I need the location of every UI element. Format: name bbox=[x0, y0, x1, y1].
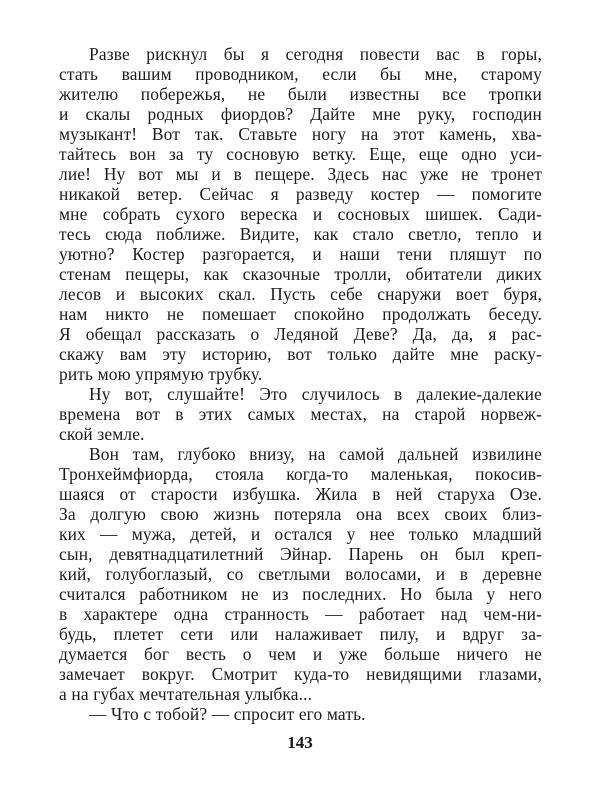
text-line: тесь сюда поближе. Видите, как стало светло, тепло и bbox=[59, 224, 542, 244]
text-line: и скалы родных фиордов? Дайте мне руку, господин bbox=[59, 104, 542, 124]
text-line: рить мою упрямую трубку. bbox=[59, 364, 263, 384]
text-line: Разве рискнул бы я сегодня повести вас в горы, bbox=[89, 44, 542, 64]
text-line: думается бог весть о чем и уже больше ничего не bbox=[59, 644, 542, 664]
text-line: Вон там, глубоко внизу, на самой дальней извилине bbox=[89, 444, 542, 464]
text-line: мне собрать сухого вереска и сосновых шишек. Сади- bbox=[59, 204, 542, 224]
text-line: тайтесь вон за ту сосновую ветку. Еще, еще одно уси- bbox=[59, 144, 542, 164]
text-line: стенам пещеры, как сказочные тролли, обитатели диких bbox=[59, 264, 542, 284]
paragraph bbox=[59, 704, 542, 724]
text-line: кий, голубоглазый, со светлыми волосами, и в деревне bbox=[59, 564, 542, 584]
text-line: а на губах мечтательная улыбка... bbox=[59, 684, 313, 704]
text-line: Тронхеймфиорда, стояла когда-то маленькая, покосив- bbox=[59, 464, 542, 484]
text-line: ких — мужа, детей, и остался у нее только младший bbox=[59, 524, 542, 544]
text-line: уютно? Костер разгорается, и наши тени пляшут по bbox=[59, 244, 542, 264]
page-number: 143 bbox=[287, 733, 313, 752]
text-line: лесов и высоких скал. Пусть себе снаружи воет буря, bbox=[59, 284, 542, 304]
text-line: стать вашим проводником, если бы мне, старому bbox=[59, 64, 542, 84]
text-line: в характере одна странность — работает над чем-ни- bbox=[59, 604, 542, 624]
text-line: Ну вот, слушайте! Это случилось в далекие-далекие bbox=[89, 384, 542, 404]
paragraph bbox=[59, 384, 542, 444]
body-text bbox=[59, 44, 542, 724]
text-line: шаяся от старости избушка. Жила в ней старуха Озе. bbox=[59, 484, 542, 504]
text-line: лие! Ну вот мы и в пещере. Здесь нас уже не тронет bbox=[59, 164, 542, 184]
text-line: Я обещал рассказать о Ледяной Деве? Да, да, я рас- bbox=[59, 324, 542, 344]
text-line: скажу вам эту историю, вот только дайте мне раску- bbox=[59, 344, 542, 364]
text-line: ской земле. bbox=[59, 424, 145, 444]
text-line: замечает вокруг. Смотрит куда-то невидящими глазами, bbox=[59, 664, 542, 684]
paragraph bbox=[59, 44, 542, 384]
text-line: — Что с тобой? — спросит его мать. bbox=[89, 704, 366, 724]
text-line: За долгую свою жизнь потеряла она всех своих близ- bbox=[59, 504, 542, 524]
text-line: сын, девятнадцатилетний Эйнар. Парень он был креп- bbox=[59, 544, 542, 564]
text-line: времена вот в этих самых местах, на старой норвеж- bbox=[59, 404, 542, 424]
text-line: никакой ветер. Сейчас я разведу костер — помогите bbox=[59, 184, 542, 204]
text-line: будь, плетет сети или налаживает пилу, и вдруг за- bbox=[59, 624, 542, 644]
paragraph bbox=[59, 444, 542, 704]
text-line: музыкант! Вот так. Ставьте ногу на этот камень, хва- bbox=[59, 124, 542, 144]
text-line: считался работником не из последних. Но была у него bbox=[59, 584, 542, 604]
text-line: жителю побережья, не были известны все тропки bbox=[59, 84, 542, 104]
text-line: нам никто не помешает спокойно продолжать беседу. bbox=[59, 304, 542, 324]
